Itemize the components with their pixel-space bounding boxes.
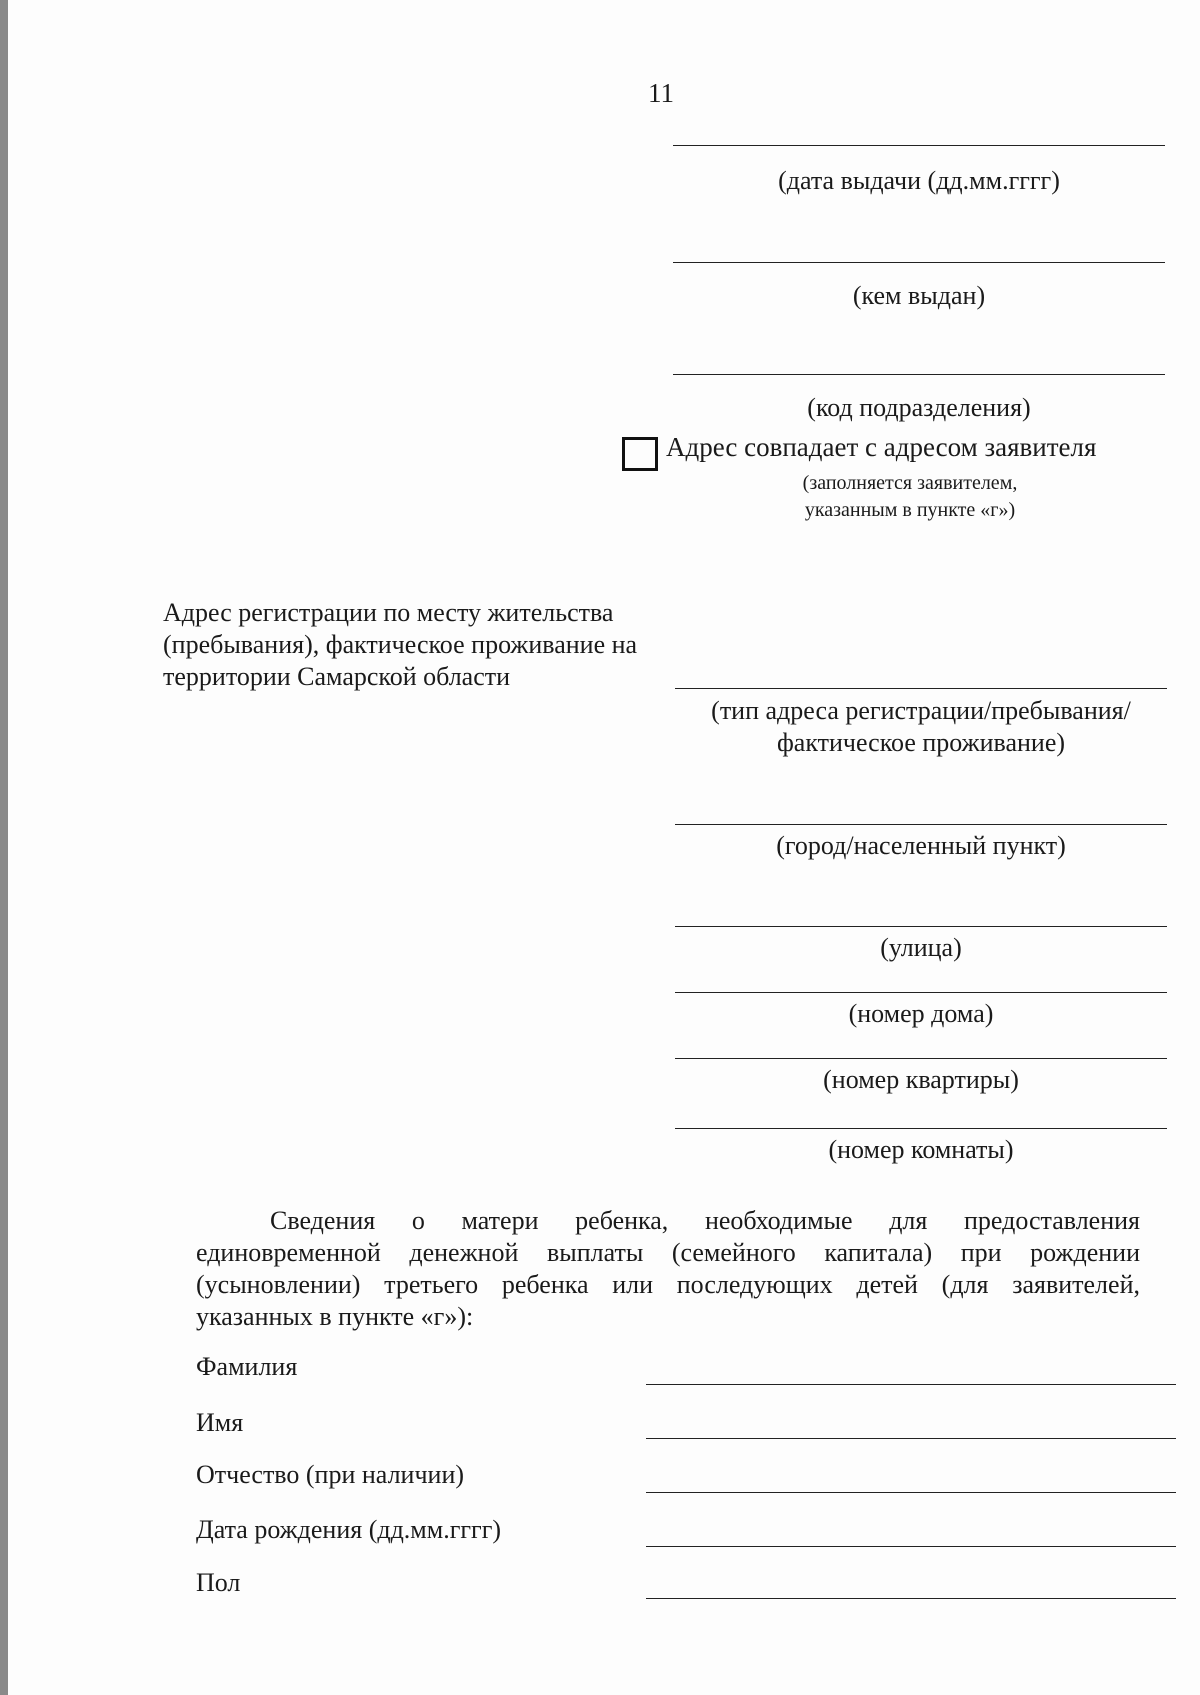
address-same-note-line1: (заполняется заявителем, bbox=[802, 472, 1018, 494]
mother-sex-label: Пол bbox=[196, 1568, 241, 1597]
mother-surname-label: Фамилия bbox=[196, 1352, 298, 1381]
room-caption: (номер комнаты) bbox=[828, 1135, 1014, 1164]
page-number: 11 bbox=[648, 78, 674, 108]
mother-birthdate-line[interactable] bbox=[646, 1546, 1176, 1547]
address-type-line[interactable] bbox=[675, 688, 1167, 689]
mother-sex-line[interactable] bbox=[646, 1598, 1176, 1599]
mother-patronymic-label: Отчество (при наличии) bbox=[196, 1460, 465, 1489]
mother-surname-line[interactable] bbox=[646, 1384, 1176, 1385]
house-caption: (номер дома) bbox=[848, 999, 994, 1028]
room-line[interactable] bbox=[675, 1128, 1167, 1129]
apartment-caption: (номер квартиры) bbox=[823, 1065, 1019, 1094]
registration-address-label: Адрес регистрации по месту жительства (пребывания), фактическое проживание на территории Самарской области bbox=[163, 598, 638, 691]
address-same-note-line2: указанным в пункте «г») bbox=[804, 499, 1016, 521]
issue-date-caption: (дата выдачи (дд.мм.гггг) bbox=[778, 166, 1060, 195]
mother-name-line[interactable] bbox=[646, 1438, 1176, 1439]
address-type-caption: (тип адреса регистрации/пребывания/фактическое проживание) bbox=[711, 696, 1131, 757]
street-caption: (улица) bbox=[880, 933, 962, 962]
city-caption: (город/населенный пункт) bbox=[776, 831, 1066, 860]
mother-info-paragraph: Сведения о матери ребенка, необходимые для предоставления единовременной денежной выплаты (семейного капитала) при рождении (усыновлении) третьего ребенка или последующих детей (для заявителей, указанных в пункте «г»): bbox=[196, 1206, 1140, 1331]
apartment-line[interactable] bbox=[675, 1058, 1167, 1059]
mother-birthdate-label: Дата рождения (дд.мм.гггг) bbox=[196, 1515, 502, 1544]
mother-name-label: Имя bbox=[196, 1408, 244, 1437]
issued-by-caption: (кем выдан) bbox=[852, 281, 986, 310]
document-page bbox=[8, 0, 1200, 1695]
address-same-checkbox[interactable] bbox=[622, 437, 658, 471]
address-same-label: Адрес совпадает с адресом заявителя bbox=[666, 432, 1097, 462]
address-same-note bbox=[760, 470, 1060, 524]
division-code-caption: (код подразделения) bbox=[807, 393, 1031, 422]
mother-patronymic-line[interactable] bbox=[646, 1492, 1176, 1493]
city-line[interactable] bbox=[675, 824, 1167, 825]
issued-by-line[interactable] bbox=[673, 262, 1165, 263]
division-code-line[interactable] bbox=[673, 374, 1165, 375]
issue-date-line[interactable] bbox=[673, 145, 1165, 146]
street-line[interactable] bbox=[675, 926, 1167, 927]
house-line[interactable] bbox=[675, 992, 1167, 993]
